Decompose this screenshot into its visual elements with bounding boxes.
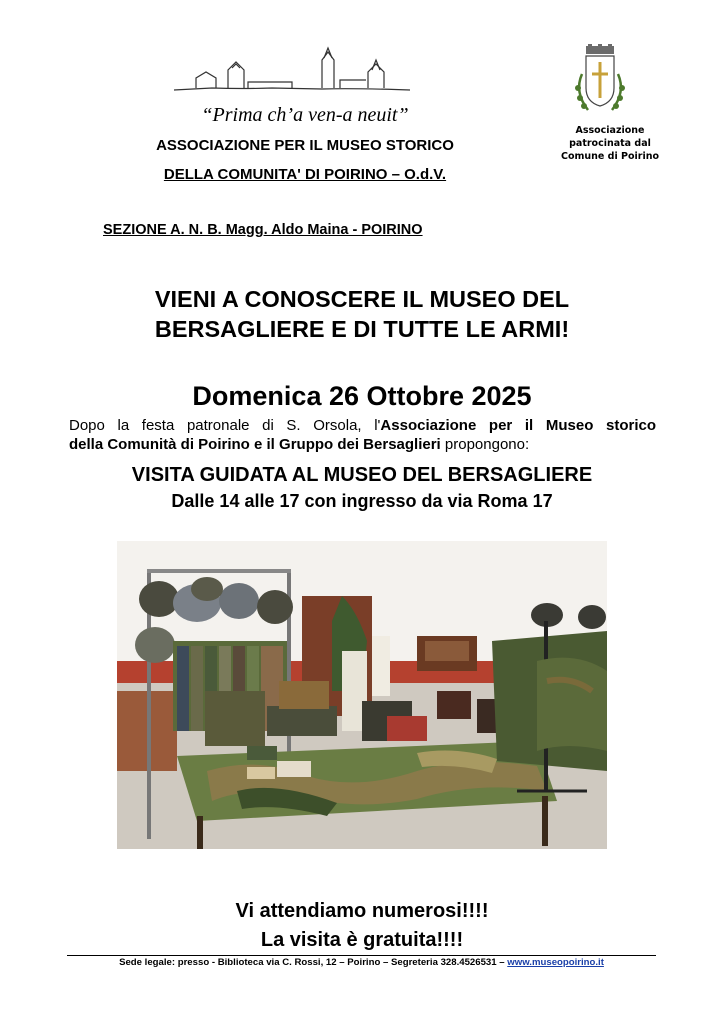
comune-crest-icon [566, 44, 634, 122]
crest-caption-line: Associazione [575, 125, 645, 136]
motto: “Prima ch’a ven-a neuit” [201, 104, 409, 126]
visit-title: VISITA GUIDATA AL MUSEO DEL BERSAGLIERE [131, 464, 593, 486]
footer [67, 957, 656, 968]
footer-divider [67, 955, 656, 956]
footer-text: Sede legale: presso - Biblioteca via C. Rossi, 12 – Poirino – Segreteria 328.4526531 – [119, 957, 508, 968]
association-title-line2-text: DELLA COMUNITA' DI POIRINO – O.d.V. [163, 166, 447, 183]
headline-line2: BERSAGLIERE E DI TUTTE LE ARMI! [154, 316, 570, 342]
visit-hours: Dalle 14 alle 17 con ingresso da via Roma 17 [171, 491, 553, 511]
headline-line1: VIENI A CONOSCERE IL MUSEO DEL [154, 286, 570, 312]
section-title: SEZIONE A. N. B. Magg. Aldo Maina - POIRINO [103, 222, 423, 238]
intro-line1 [69, 416, 656, 435]
crest-caption-line: Comune di Poirino [560, 151, 659, 162]
event-intro [69, 416, 656, 454]
headline [40, 284, 684, 344]
association-title-line2 [100, 166, 510, 183]
closing-line2: La visita è gratuita!!!! [260, 929, 464, 951]
intro-text: propongono: [440, 436, 530, 453]
intro-bold-text: Associazione per il Museo storico [380, 417, 657, 434]
museum-photo [117, 541, 607, 849]
crest-caption [548, 124, 672, 163]
crest-caption-line: patrocinata dal [569, 138, 651, 149]
association-title-line1: ASSOCIAZIONE PER IL MUSEO STORICO [156, 137, 454, 154]
poirino-skyline-logo [172, 44, 412, 96]
event-date: Domenica 26 Ottobre 2025 [192, 381, 532, 411]
intro-bold-text: della Comunità di Poirino e il Gruppo dei Bersaglieri [69, 436, 441, 453]
website-link[interactable]: www.museopoirino.it [507, 957, 604, 968]
closing-line1: Vi attendiamo numerosi!!!! [235, 900, 489, 922]
intro-text: Dopo la festa patronale di S. Orsola, l' [69, 417, 381, 434]
intro-line2 [69, 435, 656, 454]
